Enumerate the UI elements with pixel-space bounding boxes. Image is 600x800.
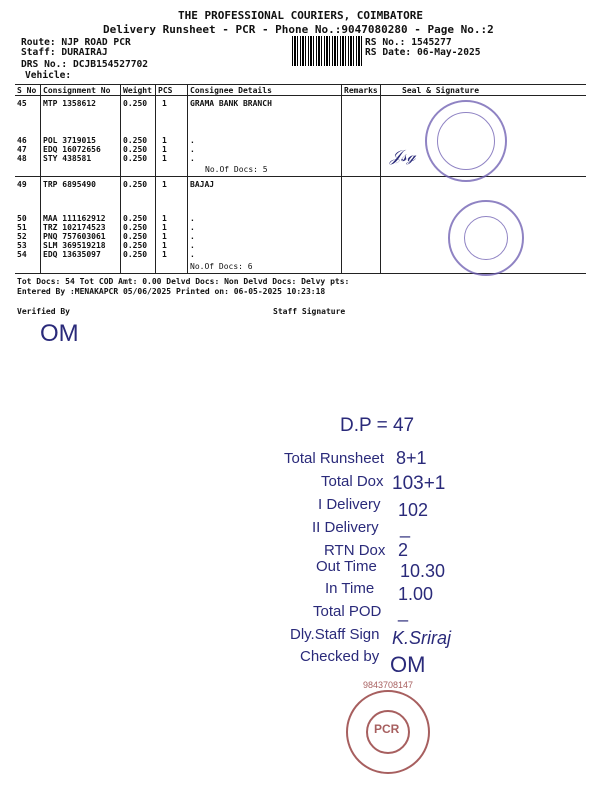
col-pcs: PCS [158, 86, 173, 95]
hw-value: 10.30 [400, 561, 446, 581]
hw-label: Total POD [313, 603, 382, 620]
row-weight: 0.250 [123, 180, 148, 189]
row-pcs: 1 [162, 214, 167, 223]
vehicle-label: Vehicle: [25, 70, 72, 81]
hw-label: Total Runsheet [284, 450, 385, 467]
row-sno: 51 [17, 223, 27, 232]
row-weight: 0.250 [123, 223, 148, 232]
row-weight: 0.250 [123, 232, 148, 241]
recipient-signature: 𝒥𝓈ℊ [390, 148, 416, 165]
bank-seal-stamp [425, 100, 507, 182]
row-consignment: MTP 1358612 [43, 99, 96, 108]
row-pcs: 1 [162, 154, 167, 163]
row-consignment: EDQ 16072656 [43, 145, 101, 154]
entered-line: Entered By :MENAKAPCR 05/06/2025 Printed on: 06-05-2025 10:23:18 [17, 287, 326, 296]
hw-label: Checked by [300, 648, 380, 665]
staff-signature-label: Staff Signature [273, 307, 346, 316]
row-weight: 0.250 [123, 250, 148, 259]
row-weight: 0.250 [123, 241, 148, 250]
row-weight: 0.250 [123, 214, 148, 223]
hw-value: _ [398, 602, 409, 622]
drs-number: DRS No.: DCJB154527702 [21, 59, 149, 70]
col-consignee: Consignee Details [190, 86, 272, 95]
docs-count: No.Of Docs: 6 [190, 262, 253, 271]
verified-by-label: Verified By [17, 307, 70, 316]
rs-date: RS Date: 06-May-2025 [365, 47, 481, 58]
row-pcs: 1 [162, 180, 167, 189]
hw-label: Dly.Staff Sign [290, 626, 380, 643]
row-weight: 0.250 [123, 154, 148, 163]
company-name: THE PROFESSIONAL COURIERS, COIMBATORE [178, 9, 424, 22]
pcr-stamp-number: 9843708147 [362, 680, 414, 690]
runsheet-title: Delivery Runsheet - PCR - Phone No.:9047080280 - Page No.:2 [103, 23, 494, 36]
col-sno: S No [17, 86, 37, 95]
row-sno: 50 [17, 214, 27, 223]
row-details: . [190, 154, 195, 163]
hw-label: Out Time [316, 558, 377, 575]
pcr-stamp [346, 680, 430, 774]
row-details: . [190, 241, 195, 250]
staff-label: Staff: DURAIRAJ [21, 47, 108, 58]
row-weight: 0.250 [123, 145, 148, 154]
row-pcs: 1 [162, 232, 167, 241]
col-weight: Weight [123, 86, 152, 95]
col-seal: Seal & Signature [402, 86, 480, 95]
row-consignment: PNQ 757603061 [43, 232, 106, 241]
row-details: . [190, 145, 195, 154]
row-details: . [190, 136, 195, 145]
row-sno: 54 [17, 250, 27, 259]
row-details: BAJAJ [190, 180, 215, 189]
barcode [292, 36, 362, 66]
bajaj-seal-stamp [448, 200, 524, 276]
row-pcs: 1 [162, 99, 167, 108]
row-pcs: 1 [162, 241, 167, 250]
dp-note: D.P = 47 [340, 415, 415, 436]
rs-number: RS No.: 1545277 [365, 37, 452, 48]
row-consignment: POL 3719015 [43, 136, 96, 145]
hw-value: 103+1 [392, 473, 446, 494]
verifier-signature: OM [40, 320, 79, 347]
hw-value: K.Sriraj [392, 628, 452, 648]
totals-line: Tot Docs: 54 Tot COD Amt: 0.00 Delvd Docs: Non Delvd Docs: Delvy pts: [17, 277, 350, 286]
hw-label: RTN Dox [324, 542, 386, 559]
row-sno: 52 [17, 232, 27, 241]
hw-value: OM [390, 652, 426, 677]
row-pcs: 1 [162, 223, 167, 232]
row-pcs: 1 [162, 145, 167, 154]
col-remarks: Remarks [344, 86, 378, 95]
row-consignment: SLM 369519218 [43, 241, 106, 250]
hw-label: In Time [325, 580, 375, 597]
row-sno: 47 [17, 145, 27, 154]
hw-value: 8+1 [396, 448, 427, 468]
hw-label: I Delivery [318, 496, 381, 513]
row-consignment: EDQ 13635097 [43, 250, 101, 259]
row-sno: 53 [17, 241, 27, 250]
row-weight: 0.250 [123, 99, 148, 108]
row-pcs: 1 [162, 136, 167, 145]
hw-value: 2 [398, 540, 409, 560]
row-sno: 48 [17, 154, 27, 163]
row-details: . [190, 214, 195, 223]
row-details: . [190, 232, 195, 241]
docs-count: No.Of Docs: 5 [205, 165, 268, 174]
col-consignment: Consignment No [43, 86, 111, 95]
row-consignment: TRP 6895490 [43, 180, 96, 189]
row-sno: 49 [17, 180, 27, 189]
hw-value: 1.00 [398, 584, 434, 604]
hw-label: II Delivery [312, 519, 379, 536]
row-consignment: STY 438581 [43, 154, 92, 163]
row-consignment: MAA 111162912 [43, 214, 106, 223]
row-pcs: 1 [162, 250, 167, 259]
hw-label: Total Dox [321, 473, 384, 490]
row-details: . [190, 223, 195, 232]
row-weight: 0.250 [123, 136, 148, 145]
route-label: Route: NJP ROAD PCR [21, 37, 131, 48]
pcr-stamp-center: PCR [374, 722, 400, 736]
hw-value: 102 [398, 500, 429, 520]
row-sno: 45 [17, 99, 27, 108]
row-details: . [190, 250, 195, 259]
hw-value: _ [400, 518, 411, 538]
row-details: GRAMA BANK BRANCH [190, 99, 272, 108]
row-consignment: TRZ 102174523 [43, 223, 106, 232]
row-sno: 46 [17, 136, 27, 145]
